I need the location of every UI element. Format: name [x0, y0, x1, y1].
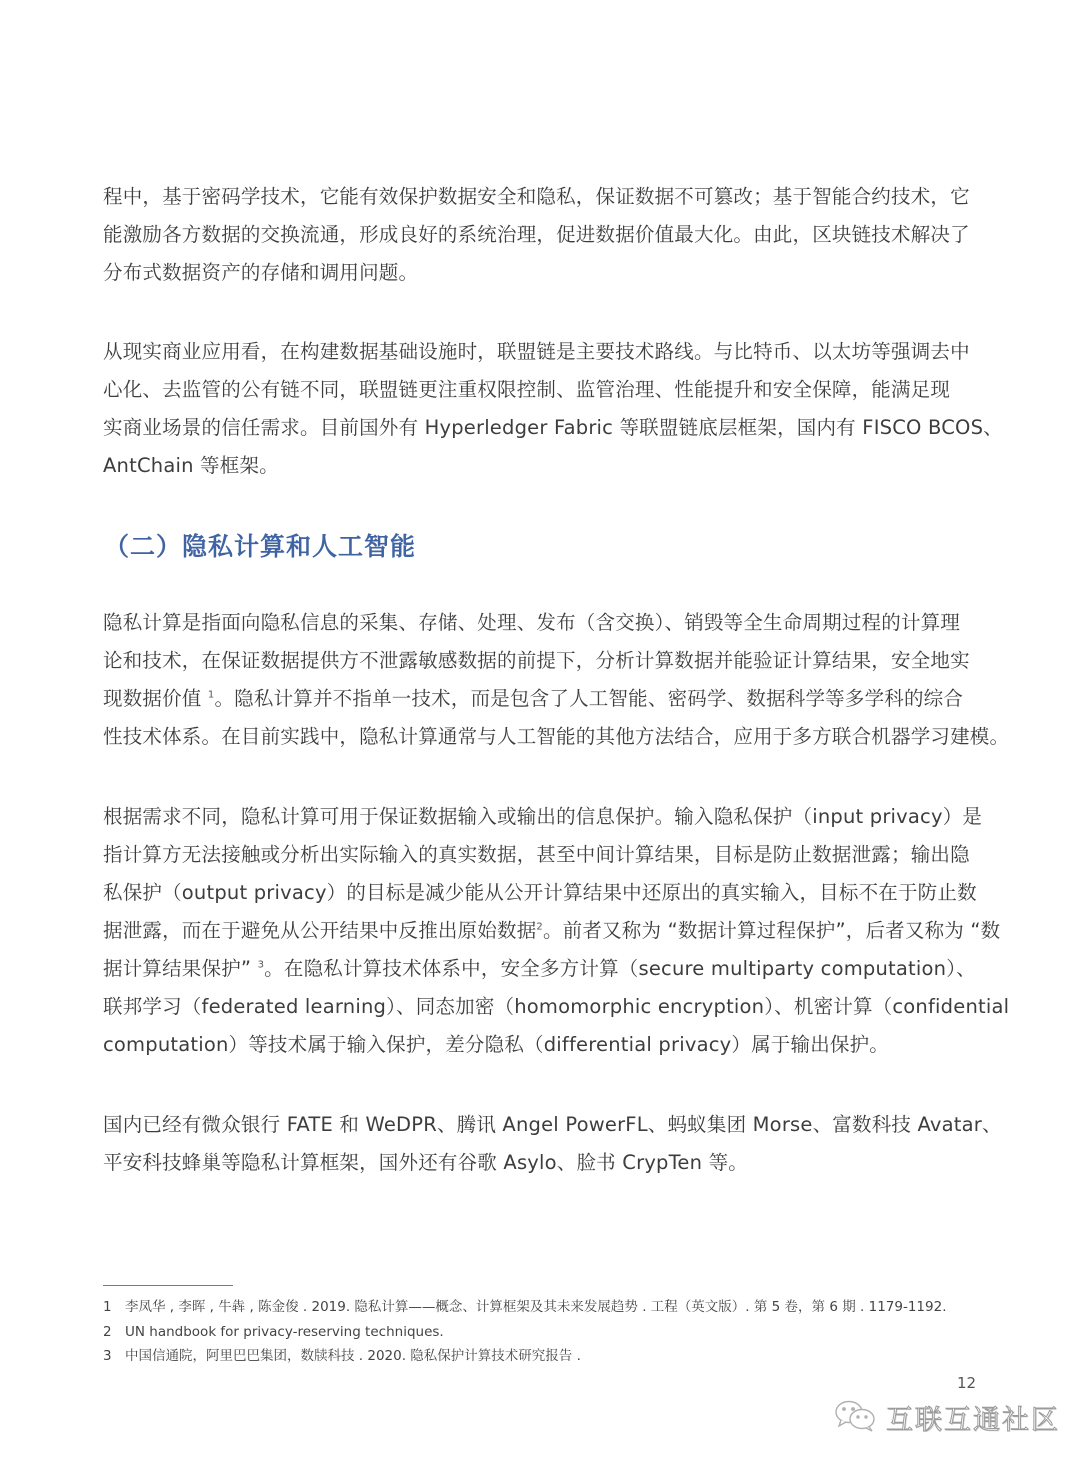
- footnote-number: 2: [103, 1323, 112, 1340]
- footnote-text: 李凤华 , 李晖 , 牛犇 , 陈金俊 . 2019. 隐私计算——概念、计算框架及其未来发展趋势 . 工程（英文版）. 第 5 卷，第 6 期 . 1179-1192.: [125, 1299, 947, 1315]
- footnote-text: 中国信通院，阿里巴巴集团，数牍科技 . 2020. 隐私保护计算技术研究报告 .: [125, 1348, 581, 1364]
- text-line: 心化、去监管的公有链不同，联盟链更注重权限控制、监管治理、性能提升和安全保障，能满足现: [103, 378, 951, 401]
- footnotes: [103, 1295, 1003, 1369]
- footnote-divider: [103, 1285, 233, 1286]
- wechat-icon: [834, 1399, 878, 1437]
- paragraph-consortium-chain: [103, 333, 1003, 485]
- paragraph-blockchain-crypto: [103, 178, 979, 292]
- text-line: 从现实商业应用看，在构建数据基础设施时，联盟链是主要技术路线。与比特币、以太坊等强调去中: [103, 340, 970, 363]
- text-line: [103, 912, 1001, 950]
- page-number: 12: [957, 1374, 977, 1392]
- text-line: 隐私计算是指面向隐私信息的采集、存储、处理、发布（含交换）、销毁等全生命周期过程的计算理: [103, 611, 961, 634]
- text-segment: 。在隐私计算技术体系中，安全多方计算（secure multiparty computation）、: [264, 957, 976, 980]
- text-line: 平安科技蜂巢等隐私计算框架，国外还有谷歌 Asylo、脸书 CrypTen 等。: [103, 1151, 748, 1174]
- text-line: 论和技术，在保证数据提供方不泄露敏感数据的前提下，分析计算数据并能验证计算结果，安全地实: [103, 649, 970, 672]
- text-line: 性技术体系。在目前实践中，隐私计算通常与人工智能的其他方法结合，应用于多方联合机器学习建模。: [103, 725, 1010, 748]
- text-segment: 。前者又称为 “数据计算过程保护”，后者又称为 “数: [542, 919, 1001, 942]
- footnote-ref-2[interactable]: 2: [536, 921, 543, 933]
- footnote-ref-3[interactable]: 3: [257, 959, 265, 971]
- text-line: 私保护（output privacy）的目标是减少能从公开计算结果中还原出的真实输入，目标不在于防止数: [103, 881, 977, 904]
- text-line: 分布式数据资产的存储和调用问题。: [103, 261, 419, 284]
- text-line: 根据需求不同，隐私计算可用于保证数据输入或输出的信息保护。输入隐私保护（input privacy）是: [103, 805, 983, 828]
- footnote-ref-1[interactable]: 1: [207, 689, 215, 701]
- text-segment: 据泄露，而在于避免从公开结果中反推出原始数据: [103, 919, 537, 942]
- paragraph-privacy-computing-definition: [103, 604, 1010, 756]
- paragraph-frameworks: [103, 1106, 1002, 1182]
- footnote-1: [103, 1295, 1003, 1320]
- footnote-number: 3: [103, 1348, 112, 1364]
- footnote-3: [103, 1344, 1003, 1369]
- text-segment: 现数据价值: [103, 687, 208, 710]
- text-line: 实商业场景的信任需求。目前国外有 Hyperledger Fabric 等联盟链底层框架，国内有 FISCO BCOS、: [103, 416, 1003, 439]
- text-line: computation）等技术属于输入保护，差分隐私（differential privacy）属于输出保护。: [103, 1033, 889, 1056]
- footnote-number: 1: [103, 1299, 112, 1315]
- text-segment: 。隐私计算并不指单一技术，而是包含了人工智能、密码学、数据科学等多学科的综合: [214, 687, 964, 710]
- footnote-2: [103, 1320, 1003, 1345]
- text-line: 程中，基于密码学技术，它能有效保护数据安全和隐私，保证数据不可篡改；基于智能合约技术，它: [103, 185, 970, 208]
- section-heading: （二）隐私计算和人工智能: [104, 532, 417, 561]
- text-line: 联邦学习（federated learning）、同态加密（homomorphic encryption）、机密计算（confidential: [103, 995, 1010, 1018]
- footnote-text: UN handbook for privacy-reserving techniques.: [125, 1323, 444, 1340]
- text-line: [103, 950, 979, 988]
- watermark-text: 互联互通社区: [886, 1405, 1060, 1436]
- text-line: 指计算方无法接触或分析出实际输入的真实数据，甚至中间计算结果，目标是防止数据泄露；输出隐: [103, 843, 970, 866]
- text-segment: 据计算结果保护”: [103, 957, 258, 980]
- text-line: [103, 680, 979, 718]
- text-line: AntChain 等框架。: [103, 454, 279, 477]
- watermark: [834, 1398, 1060, 1437]
- text-line: 能激励各方数据的交换流通，形成良好的系统治理，促进数据价值最大化。由此，区块链技术解决了: [103, 223, 970, 246]
- paragraph-input-output-privacy: [103, 798, 1010, 1064]
- text-line: 国内已经有微众银行 FATE 和 WeDPR、腾讯 Angel PowerFL、蚂蚁集团 Morse、富数科技 Avatar、: [103, 1113, 1002, 1136]
